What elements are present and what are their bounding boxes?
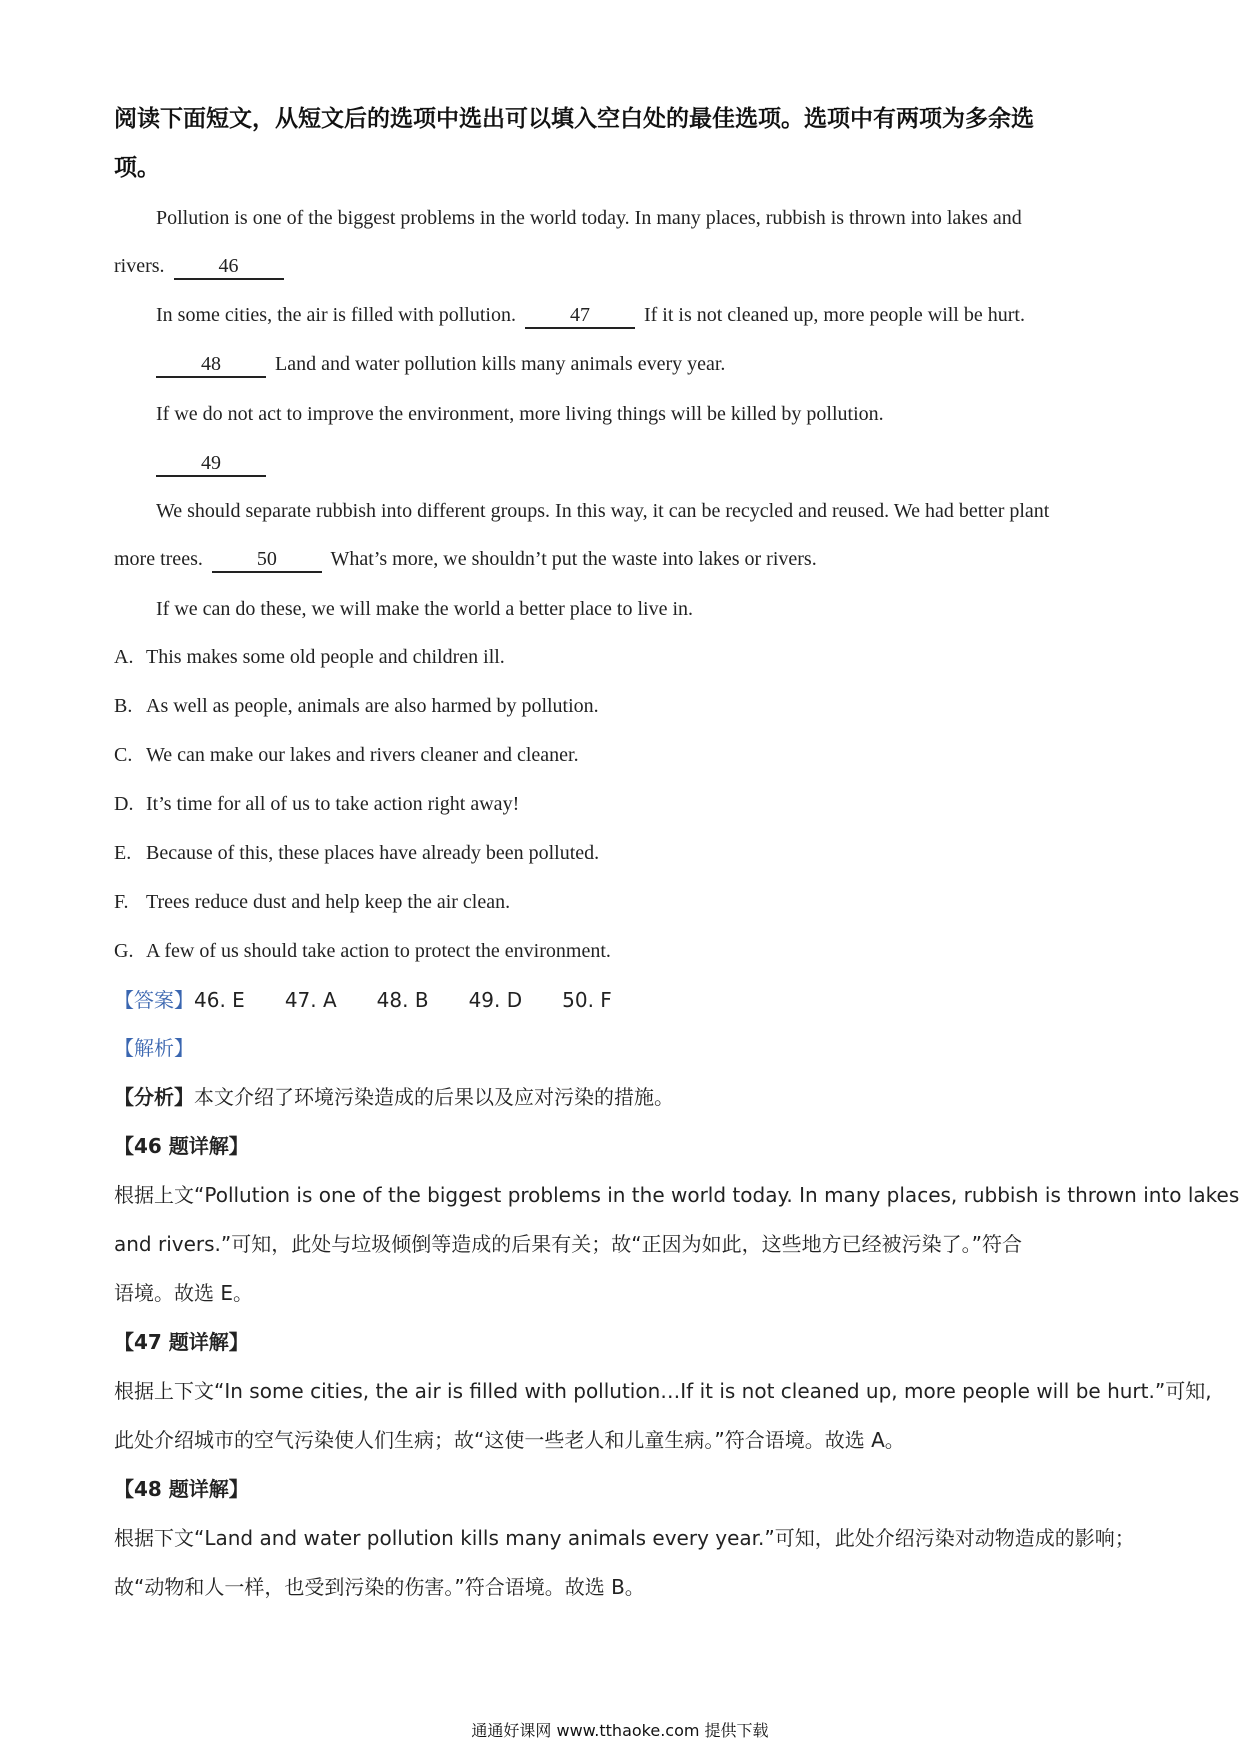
passage-text: What’s more, we shouldn’t put the waste into lakes or rivers. (330, 548, 817, 570)
passage-paragraph-5b (114, 545, 1136, 573)
summary-line (114, 1083, 1136, 1111)
detail-heading-48: 【48 题详解】 (114, 1477, 249, 1501)
option-g (114, 937, 1136, 965)
option-key: F. (114, 891, 129, 913)
passage-paragraph-1a: Pollution is one of the biggest problems in the world today. In many places, rubbish is thrown into lakes and (156, 207, 1022, 229)
detail-47-line-1: 根据上下文“In some cities, the air is filled with pollution…If it is not cleaned up, more people will be hurt.”可知, (114, 1379, 1212, 1403)
blank-48: 48 (156, 352, 266, 378)
instruction-line-1: 阅读下面短文，从短文后的选项中选出可以填入空白处的最佳选项。选项中有两项为多余选 (114, 106, 1034, 132)
summary-label: 【分析】 (114, 1085, 194, 1109)
passage-text: Land and water pollution kills many animals every year. (275, 353, 726, 375)
option-f (114, 888, 1136, 916)
detail-48-line-1: 根据下文“Land and water pollution kills many animals every year.”可知，此处介绍污染对动物造成的影响； (114, 1526, 1135, 1550)
option-b (114, 692, 1136, 720)
summary-text: 本文介绍了环境污染造成的后果以及应对污染的措施。 (194, 1085, 674, 1109)
answer-item: 50. F (562, 988, 612, 1012)
passage-paragraph-1b (114, 252, 1136, 280)
option-text: We can make our lakes and rivers cleaner and cleaner. (146, 744, 579, 766)
blank-49: 49 (156, 451, 266, 477)
passage-paragraph-2 (156, 301, 1136, 329)
option-e (114, 839, 1136, 867)
detail-46-line-3: 语境。故选 E。 (114, 1281, 253, 1305)
detail-47-line-2: 此处介绍城市的空气污染使人们生病；故“这使一些老人和儿童生病。”符合语境。故选 A。 (114, 1428, 905, 1452)
answer-item: 47. A (284, 988, 337, 1012)
footer-source: 通通好课网 www.tthaoke.com 提供下载 (471, 1721, 769, 1740)
option-key: E. (114, 842, 132, 864)
analysis-label: 【解析】 (114, 1036, 194, 1060)
passage-paragraph-6: If we can do these, we will make the world a better place to live in. (156, 598, 694, 620)
option-key: B. (114, 695, 133, 717)
detail-heading-47: 【47 题详解】 (114, 1330, 249, 1354)
detail-48-line-2: 故“动物和人一样，也受到污染的伤害。”符合语境。故选 B。 (114, 1575, 645, 1599)
answer-item: 46. E (194, 988, 245, 1012)
answer-line (114, 986, 1136, 1015)
option-text: This makes some old people and children ill. (146, 646, 505, 668)
detail-46-line-2: and rivers.”可知，此处与垃圾倾倒等造成的后果有关；故“正因为如此，这些地方已经被污染了。”符合 (114, 1232, 1022, 1256)
option-text: As well as people, animals are also harmed by pollution. (146, 695, 599, 717)
option-key: A. (114, 646, 134, 668)
option-text: It’s time for all of us to take action right away! (146, 793, 520, 815)
answer-item: 48. B (376, 988, 429, 1012)
passage-paragraph-blank-49 (156, 449, 1136, 477)
option-d (114, 790, 1136, 818)
blank-47: 47 (525, 303, 635, 329)
option-text: Trees reduce dust and help keep the air clean. (146, 891, 511, 913)
option-text: Because of this, these places have already been polluted. (146, 842, 600, 864)
passage-paragraph-5a: We should separate rubbish into different groups. In this way, it can be recycled and reused. We had better plant (156, 500, 1050, 522)
answer-item: 49. D (468, 988, 523, 1012)
option-text: A few of us should take action to protect the environment. (146, 940, 611, 962)
blank-46: 46 (174, 254, 284, 280)
option-key: D. (114, 793, 134, 815)
passage-text: If it is not cleaned up, more people will be hurt. (643, 304, 1025, 326)
answer-label: 【答案】 (114, 988, 194, 1012)
option-c (114, 741, 1136, 769)
option-key: G. (114, 940, 134, 962)
instruction-line-2: 项。 (114, 155, 160, 181)
passage-text: rivers. (114, 255, 165, 277)
passage-text: more trees. (114, 548, 203, 570)
detail-heading-46: 【46 题详解】 (114, 1134, 249, 1158)
passage-text: In some cities, the air is filled with pollution. (156, 304, 516, 326)
passage-paragraph-3 (156, 350, 1136, 378)
option-key: C. (114, 744, 133, 766)
passage-paragraph-4: If we do not act to improve the environment, more living things will be killed by pollution. (156, 403, 884, 425)
option-a (114, 643, 1136, 671)
blank-50: 50 (212, 547, 322, 573)
detail-46-line-1: 根据上文“Pollution is one of the biggest problems in the world today. In many places, rubbish is thrown into lakes (114, 1183, 1240, 1207)
